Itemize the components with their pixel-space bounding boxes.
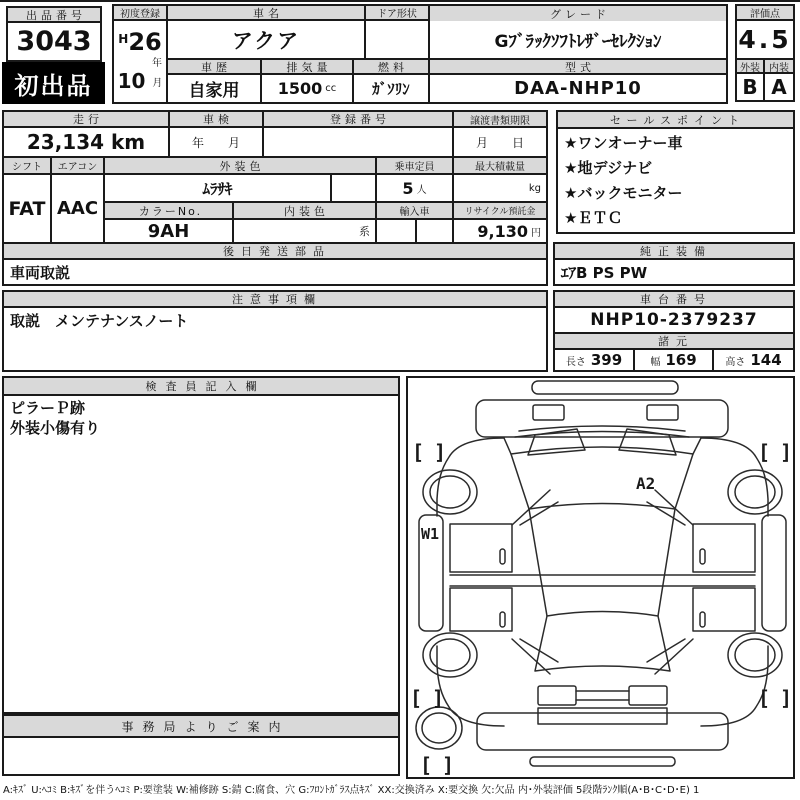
a-pillar-left	[504, 438, 511, 454]
rear-bottom-bar	[530, 757, 675, 766]
rocker-panel-right	[762, 515, 786, 631]
damage-mark-a2: A2	[636, 474, 656, 493]
int-color-value: 系	[234, 220, 377, 242]
max-load-label: 最大積載量	[454, 158, 546, 175]
ext-color-label: 外装色	[105, 158, 377, 175]
model-code-label: 型式	[430, 60, 726, 75]
displacement-unit: cc	[325, 83, 337, 94]
front-right-wheel-inner	[735, 476, 775, 508]
height-value: 144	[750, 351, 782, 369]
side-window-line-fr2	[647, 502, 685, 525]
lot-block	[2, 4, 105, 102]
inspector-box	[2, 376, 400, 714]
capacity-value	[377, 175, 454, 203]
notes-value: 取説 メンテナンスノート	[10, 312, 189, 330]
first-reg-label: 初度登録	[114, 6, 168, 21]
roof-edge-right	[658, 509, 675, 616]
door-shape-value	[366, 21, 430, 60]
capacity-number: 5	[402, 178, 414, 198]
interior-grade: A	[771, 75, 787, 99]
genuine-equipment-label: 純正装備	[555, 244, 793, 260]
office-value	[4, 738, 398, 744]
first-listing-badge: 初出品	[2, 62, 105, 104]
rear-door-right	[693, 588, 755, 631]
office-box	[2, 714, 400, 776]
era-letter: H	[118, 32, 129, 46]
mileage-value: 23,134 km	[4, 128, 170, 158]
int-color-label: 内装色	[234, 203, 377, 220]
side-window-line-rl2	[520, 639, 558, 662]
max-load-value: kg	[454, 175, 546, 203]
genuine-equipment-value: ｴｱB PS PW	[561, 264, 648, 282]
sales-points-box	[556, 110, 795, 234]
color-no-label: カラーNo.	[105, 203, 234, 220]
mileage-label: 走行	[4, 112, 170, 128]
aircon-value: AAC	[52, 175, 105, 242]
rear-door-handle-right	[700, 612, 705, 627]
first-reg-value	[114, 21, 168, 102]
sales-point-item: ★地デジナビ	[564, 159, 653, 177]
width-value: 169	[665, 351, 697, 369]
transfer-label: 譲渡書類期限	[454, 112, 546, 128]
ext-color-extra	[332, 175, 377, 203]
corner-bracket: ]	[432, 686, 445, 710]
inspector-line: 外装小傷有り	[10, 419, 101, 437]
rear-left-wheel-inner	[430, 639, 470, 671]
spec-length	[555, 350, 635, 370]
aircon-label: エアコン	[52, 158, 105, 175]
sales-points-list	[558, 129, 793, 231]
tail-light-left	[538, 686, 576, 705]
side-window-line-rr1	[655, 639, 693, 674]
hood-line-upper	[519, 426, 685, 431]
import-value-right	[417, 220, 454, 242]
front-top-bar	[532, 381, 678, 394]
recycle-unit: 円	[531, 227, 541, 239]
roof-edge-left	[529, 509, 547, 616]
notes-label: 注意事項欄	[4, 292, 546, 308]
specs-label: 諸元	[555, 334, 793, 350]
vehicle-info-table	[112, 4, 728, 104]
recycle-amount: 9,130	[477, 221, 528, 241]
ext-color-value: ﾑﾗｻｷ	[105, 175, 332, 203]
trunk-lid	[538, 708, 667, 724]
corner-bracket: ]	[780, 440, 793, 464]
side-window-line-fl2	[520, 502, 558, 525]
corner-bracket: ]	[442, 753, 455, 777]
damage-diagram-box	[406, 376, 795, 779]
front-grille-right	[647, 405, 678, 420]
corner-bracket: ]	[434, 440, 447, 464]
specs-row	[555, 350, 793, 370]
inspection-value: 年 月	[170, 128, 264, 158]
capacity-label: 乗車定員	[377, 158, 454, 175]
length-value: 399	[590, 351, 623, 369]
lot-number-value: 3043	[6, 21, 102, 62]
sales-point-item: ★バックモニター	[564, 184, 683, 202]
side-window-line-rr2	[647, 639, 685, 662]
sales-point-item: ★ワンオーナー車	[564, 134, 683, 152]
recycle-value	[454, 220, 546, 242]
rear-door-left	[450, 588, 512, 631]
model-code-value: DAA-NHP10	[514, 78, 642, 99]
chassis-label: 車台番号	[555, 292, 793, 308]
sales-points-label: セールスポイント	[558, 112, 793, 129]
inspection-label: 車検	[170, 112, 264, 128]
displacement-value	[262, 75, 354, 102]
front-grille-left	[533, 405, 564, 420]
corner-bracket: [	[412, 440, 425, 464]
inspector-notes	[4, 396, 398, 440]
import-label: 輸入車	[377, 203, 454, 220]
evaluation-box	[735, 4, 795, 102]
car-name-label: 車名	[168, 6, 366, 21]
import-value-left	[377, 220, 417, 242]
corner-bracket: ]	[780, 686, 793, 710]
damage-mark-w1: W1	[421, 525, 440, 543]
later-parts-box	[2, 242, 548, 286]
shift-value: FAT	[4, 175, 52, 242]
spec-height	[714, 350, 793, 370]
shift-label: シフト	[4, 158, 52, 175]
spec-width	[635, 350, 714, 370]
history-label: 車歴	[168, 60, 262, 75]
recycle-label: リサイクル預託金	[454, 203, 546, 220]
notes-box	[2, 290, 548, 372]
fuel-value: ｶﾞｿﾘﾝ	[354, 75, 430, 102]
displacement-number: 1500	[277, 79, 323, 98]
month-unit: 月	[152, 77, 163, 89]
spare-tire-inner	[422, 713, 456, 743]
inspector-label: 検査員記入欄	[4, 378, 398, 396]
transfer-value: 月 日	[454, 128, 546, 158]
later-parts-label: 後日発送部品	[4, 244, 546, 260]
sales-point-item: ★ＥＴＣ	[564, 209, 623, 227]
displacement-label: 排気量	[262, 60, 354, 75]
office-label: 事務局よりご案内	[4, 716, 398, 738]
color-no-value: 9AH	[105, 220, 234, 242]
rear-bumper	[477, 713, 728, 750]
chassis-box	[553, 290, 795, 372]
capacity-unit: 人	[416, 184, 427, 196]
grade-label: グレード	[430, 6, 726, 21]
front-door-handle-left	[500, 549, 505, 564]
inspector-line: ピラーＰ跡	[10, 399, 86, 417]
interior-label: 内装	[765, 60, 793, 74]
score-value: 4.5	[737, 21, 793, 60]
width-label: 幅	[650, 356, 661, 368]
grade-value: Gﾌﾞﾗｯｸｿﾌﾄﾚｻﾞｰｾﾚｸｼｮﾝ	[430, 21, 726, 60]
rear-window	[535, 612, 670, 672]
year-unit: 年	[152, 58, 162, 69]
door-shape-label: ドア形状	[366, 6, 430, 21]
reg-year: 26	[128, 28, 162, 56]
front-door-left	[450, 524, 512, 572]
length-label: 長さ	[565, 356, 586, 368]
a-pillar-right	[693, 438, 701, 454]
car-top-view-diagram	[408, 378, 793, 777]
exterior-grade: B	[737, 74, 765, 100]
corner-bracket: [	[420, 753, 433, 777]
car-name-value: アクア	[168, 21, 366, 60]
registration-label: 登録番号	[264, 112, 454, 128]
damage-code-legend: A:ｷｽﾞ U:ﾍｺﾐ B:ｷｽﾞを伴うﾍｺﾐ P:要塗装 W:補修跡 S:錆 C:腐食、穴 G:ﾌﾛﾝﾄｶﾞﾗｽ点ｷｽﾞ XX:交換済み X:要交換 欠:欠品 内･外装評価 5段階ﾗﾝｸ順(A･B･C･D･E) 1	[3, 785, 700, 796]
genuine-equipment-box	[553, 242, 795, 286]
tail-light-right	[629, 686, 667, 705]
lot-number-label: 出品番号	[6, 6, 102, 23]
reg-month: 10	[117, 69, 146, 93]
score-label: 評価点	[737, 6, 793, 21]
history-value: 自家用	[168, 75, 262, 102]
corner-bracket: [	[758, 440, 771, 464]
fuel-label: 燃料	[354, 60, 430, 75]
later-parts-value: 車両取説	[10, 264, 71, 282]
top-border-line	[0, 0, 800, 2]
front-door-handle-right	[700, 549, 705, 564]
front-left-wheel-inner	[430, 476, 470, 508]
side-window-line-rl1	[512, 639, 550, 674]
height-label: 高さ	[725, 356, 746, 368]
corner-bracket: [	[410, 686, 423, 710]
condition-table	[2, 110, 548, 244]
front-door-right	[693, 524, 755, 572]
exterior-label: 外装	[737, 60, 765, 74]
registration-value	[264, 128, 454, 158]
rear-door-handle-left	[500, 612, 505, 627]
rear-right-wheel-inner	[735, 639, 775, 671]
corner-bracket: [	[758, 686, 771, 710]
chassis-value: NHP10-2379237	[555, 308, 793, 334]
